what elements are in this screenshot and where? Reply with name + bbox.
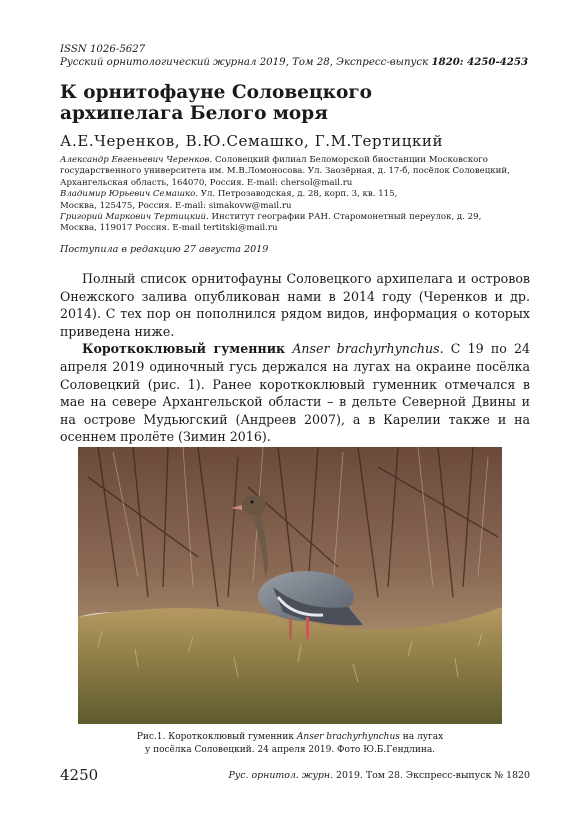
caption-prefix: Рис.1. Короткоклювый гуменник <box>136 732 297 742</box>
figure-caption <box>78 731 502 756</box>
page-number: 4250 <box>60 766 99 784</box>
paragraph-intro: Полный список орнитофауны Соловецкого архипелага и островов Онежского залива опубликован нами в 2014 году (Черенков и др. 2014). С тех пор он пополнился рядом видов, информация о которых приведена ниже. <box>60 271 530 339</box>
footer-issue: 2019. Том 28. Экспресс-выпуск № 1820 <box>333 770 530 781</box>
caption-line-2: у посёлка Соловецкий. 24 апреля 2019. Фото Ю.Б.Гендлина. <box>144 744 436 755</box>
title-line-2: архипелага Белого моря <box>60 103 328 124</box>
goose-photo-illustration <box>78 447 502 724</box>
received-date: Поступила в редакцию 27 августа 2019 <box>60 244 269 255</box>
caption-mid: на лугах <box>399 732 444 742</box>
journal-header <box>60 43 530 69</box>
paragraph-species <box>60 340 530 446</box>
affiliation-1 <box>60 155 530 189</box>
affiliation-3 <box>60 212 530 235</box>
issue-number: 1820 <box>431 56 460 68</box>
figure-photo <box>78 447 502 724</box>
affiliation-2 <box>60 189 530 212</box>
title-line-1: К орнитофауне Соловецкого <box>60 82 372 103</box>
footer-journal-abbrev: Рус. орнитол. журн. <box>228 770 334 781</box>
affiliation-1-line1: . Соловецкий филиал Беломорской биостанции Московского <box>209 155 488 165</box>
affiliation-2-line2: Москва, 125475, Россия. E-mail: simakovw@mail.ru <box>60 200 292 211</box>
article-title <box>60 82 530 124</box>
caption-latin: Anser brachyrhynchus <box>296 732 400 742</box>
issn-line: ISSN 1026-5627 <box>60 44 146 55</box>
species-name-latin: Anser brachyrhynchus <box>292 341 440 357</box>
affiliations <box>60 155 530 235</box>
article-body <box>60 270 530 446</box>
affiliation-3-line1: . Институт географии РАН. Старомонетный переулок, д. 29, <box>206 212 482 223</box>
species-name-ru: Короткоклювый гуменник <box>82 341 286 357</box>
affiliation-3-line2: Москва, 119017 Россия. E-mail tertitski@mail.ru <box>60 223 278 234</box>
journal-name: Русский орнитологический журнал 2019, Том 28, Экспресс-выпуск <box>60 57 432 68</box>
affiliation-1-line3: Архангельская область, 164070, Россия. E-mail: chersol@mail.ru <box>60 177 353 188</box>
page-range: : 4250-4253 <box>459 56 529 68</box>
footer-reference <box>229 770 530 781</box>
affiliation-1-line2: государственного университета им. М.В.Ломоносова. Ул. Заозёрная, д. 17-б, посёлок Соловецкий, <box>60 166 510 177</box>
species-text: . С 19 по 24 апреля 2019 одиночный гусь держался на лугах на окраине посёлка Соловецкий (рис. 1). Ранее короткоклювый гуменник отмечался в мае на севере Архангельской области – в дельте Северной Двины и на острове Мудьюгский (Андреев 2007), а в Карелии также и на осеннем пролёте (Зимин 2016). <box>60 341 531 445</box>
affiliation-2-author: Владимир Юрьевич Семашко <box>60 189 196 200</box>
affiliation-3-author: Григорий Маркович Тертицкий <box>60 212 207 223</box>
affiliation-2-line1: . Ул. Петрозаводская, д. 28, корп. 3, кв. 115, <box>195 189 398 200</box>
journal-citation-line <box>60 56 530 69</box>
article-authors: А.Е.Черенков, В.Ю.Семашко, Г.М.Тертицкий <box>60 132 444 150</box>
affiliation-1-author: Александр Евгеньевич Черенков <box>60 155 210 165</box>
